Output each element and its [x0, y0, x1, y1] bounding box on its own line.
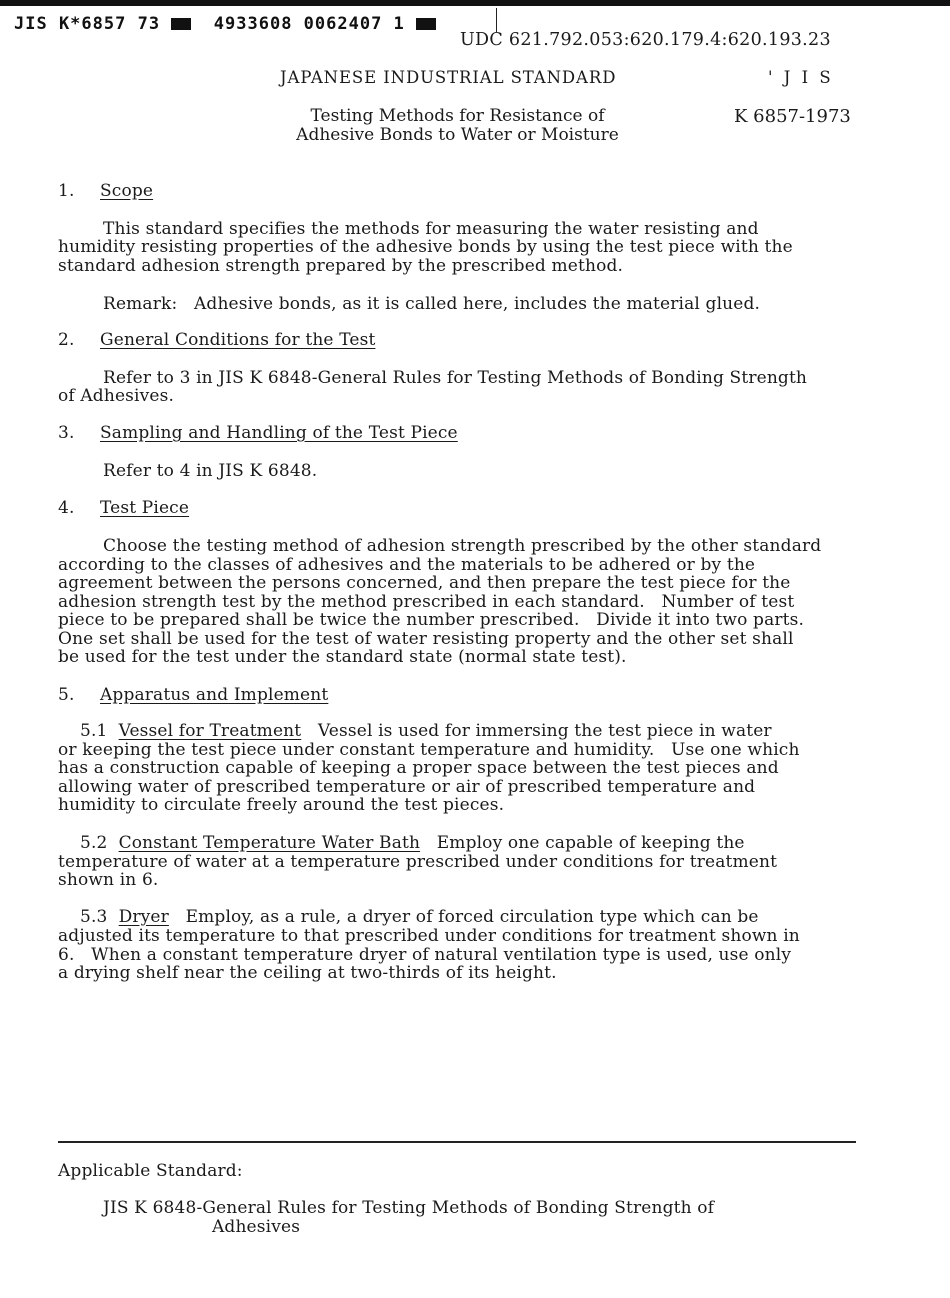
scan-code-line: [14, 14, 436, 34]
scan-code-serial: 4933608 0062407 1: [213, 14, 405, 34]
paragraph-line: standard adhesion strength prepared by the prescribed method.: [58, 256, 624, 276]
scan-code: JIS K*6857 73: [14, 14, 161, 34]
paragraph-line: Refer to 4 in JIS K 6848.: [103, 461, 318, 481]
paragraph-line: allowing water of prescribed temperature or air of prescribed temperature and: [58, 777, 756, 797]
document-title: [280, 107, 635, 145]
footer-divider: [58, 1141, 856, 1143]
subsection-title: Dryer: [118, 907, 169, 927]
section-title: Test Piece: [100, 498, 190, 518]
section-title: Scope: [100, 181, 154, 201]
paragraph-line: One set shall be used for the test of water resisting property and the other set shall: [58, 629, 794, 649]
section-heading: 1. Scope: [58, 181, 154, 201]
section-title: General Conditions for the Test: [100, 330, 376, 350]
section-title: Apparatus and Implement: [100, 685, 329, 705]
section-heading: 4. Test Piece: [58, 498, 190, 518]
paragraph-line: be used for the test under the standard state (normal state test).: [58, 647, 627, 667]
subsection-title: Vessel for Treatment: [118, 721, 302, 741]
section-title: Sampling and Handling of the Test Piece: [100, 423, 458, 443]
paragraph-line: agreement between the persons concerned, and then prepare the test piece for the: [58, 573, 791, 593]
title-line: Testing Methods for Resistance of: [310, 106, 605, 126]
paragraph-line: according to the classes of adhesives and the materials to be adhered or by the: [58, 555, 756, 575]
udc-classification: UDC 621.792.053:620.179.4:620.193.23: [460, 30, 831, 50]
subsection-text: Employ one capable of keeping the: [436, 833, 745, 853]
paragraph-line: adjusted its temperature to that prescribed under conditions for treatment shown in: [58, 926, 800, 946]
paragraph-line: 6. When a constant temperature dryer of natural ventilation type is used, use only: [58, 945, 792, 965]
paragraph-line: or keeping the test piece under constant temperature and humidity. Use one which: [58, 740, 800, 760]
udc-corner-rule: [496, 8, 497, 32]
title-line: Adhesive Bonds to Water or Moisture: [296, 125, 619, 145]
paragraph-line: This standard specifies the methods for measuring the water resisting and: [103, 219, 759, 239]
section-heading: 5. Apparatus and Implement: [58, 685, 329, 705]
standard-number: K 6857-1973: [734, 106, 851, 127]
subsection-text: Employ, as a rule, a dryer of forced circulation type which can be: [185, 907, 759, 927]
organization-title: JAPANESE INDUSTRIAL STANDARD: [280, 68, 617, 87]
subsection-heading: 5.1 Vessel for Treatment Vessel is used for immersing the test piece in water: [80, 721, 772, 741]
applicable-standard-ref-cont: Adhesives: [212, 1217, 301, 1237]
jis-mark: ' J I S: [768, 68, 834, 87]
section-heading: 3. Sampling and Handling of the Test Piece: [58, 423, 458, 443]
paragraph-line: has a construction capable of keeping a proper space between the test pieces and: [58, 758, 779, 778]
paragraph-line: Choose the testing method of adhesion strength prescribed by the other standard: [103, 536, 822, 556]
black-block-mark: [416, 18, 436, 30]
subsection-heading: 5.3 Dryer Employ, as a rule, a dryer of forced circulation type which can be: [80, 907, 759, 927]
applicable-standard-ref: JIS K 6848-General Rules for Testing Methods of Bonding Strength of: [103, 1198, 715, 1218]
paragraph-line: piece to be prepared shall be twice the number prescribed. Divide it into two parts.: [58, 610, 805, 630]
scan-top-bar: [0, 0, 950, 6]
paragraph-line: of Adhesives.: [58, 386, 175, 406]
paragraph-line: adhesion strength test by the method prescribed in each standard. Number of test: [58, 592, 795, 612]
paragraph-line: a drying shelf near the ceiling at two-thirds of its height.: [58, 963, 557, 983]
subsection-heading: 5.2 Constant Temperature Water Bath Employ one capable of keeping the: [80, 833, 745, 853]
remark: Remark: Adhesive bonds, as it is called here, includes the material glued.: [103, 294, 761, 314]
paragraph-line: temperature of water at a temperature prescribed under conditions for treatment: [58, 852, 778, 872]
paragraph-line: shown in 6.: [58, 870, 159, 890]
applicable-standard-label: Applicable Standard:: [58, 1161, 243, 1181]
subsection-title: Constant Temperature Water Bath: [118, 833, 421, 853]
paragraph-line: humidity resisting properties of the adhesive bonds by using the test piece with the: [58, 237, 793, 257]
paragraph-line: humidity to circulate freely around the test pieces.: [58, 795, 505, 815]
section-heading: 2. General Conditions for the Test: [58, 330, 376, 350]
black-block-mark: [171, 18, 191, 30]
subsection-text: Vessel is used for immersing the test piece in water: [317, 721, 772, 741]
paragraph-line: Refer to 3 in JIS K 6848-General Rules for Testing Methods of Bonding Strength: [103, 368, 808, 388]
